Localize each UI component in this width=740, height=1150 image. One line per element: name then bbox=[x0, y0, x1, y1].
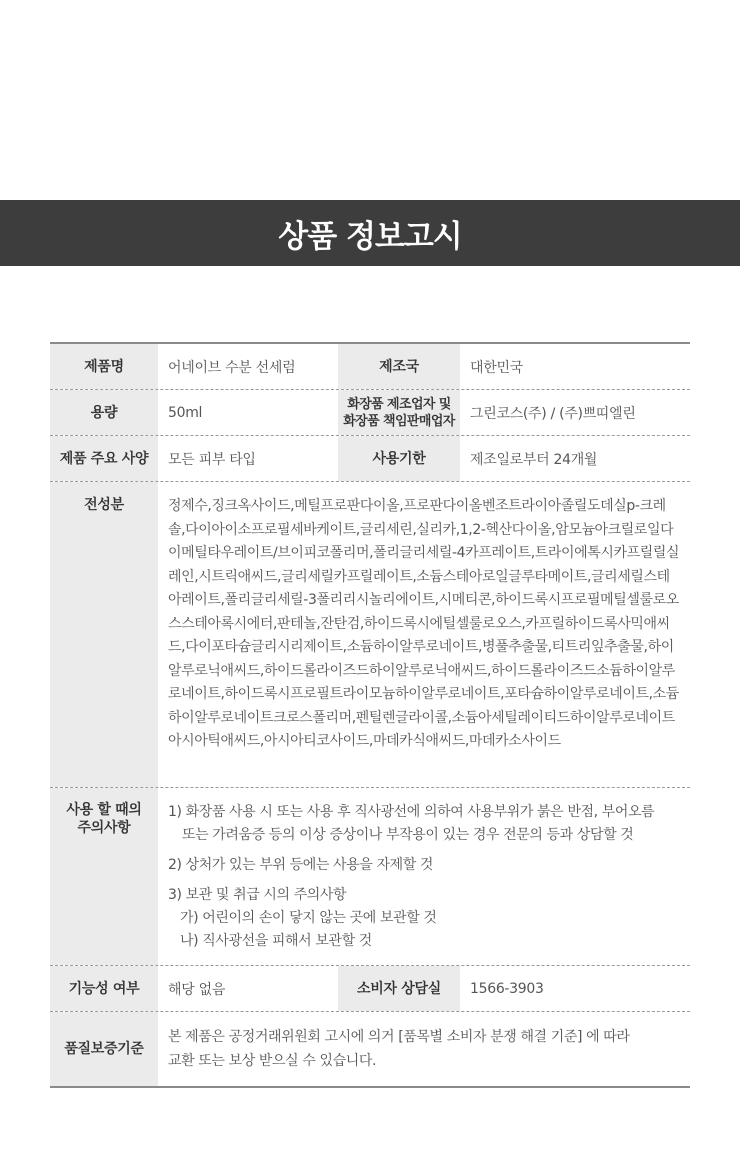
caution-item-3b: 나) 직사광선을 피해서 보관할 것 bbox=[180, 933, 372, 949]
caution-label-line1: 사용 할 때의 bbox=[66, 802, 142, 818]
product-info-table bbox=[50, 342, 690, 1088]
function-value: 해당 없음 bbox=[168, 981, 226, 998]
manufacturer-label-line1: 화장품 제조업자 및 bbox=[347, 396, 451, 412]
consult-label: 소비자 상담실 bbox=[338, 966, 460, 1011]
expiry-label: 사용기한 bbox=[338, 436, 460, 481]
caution-item-1-cont: 또는 가려움증 등의 이상 증상이나 부작용이 있는 경우 전문의 등과 상담할 것 bbox=[182, 827, 634, 843]
manufacturer-label-line2: 화장품 책임판매업자 bbox=[343, 413, 455, 429]
manufacturer-label bbox=[338, 390, 460, 435]
country-value: 대한민국 bbox=[470, 359, 523, 376]
caution-item-2: 2) 상처가 있는 부위 등에는 사용을 자제할 것 bbox=[168, 857, 434, 873]
quality-label: 품질보증기준 bbox=[50, 1012, 158, 1086]
table-row bbox=[50, 344, 690, 390]
caution-item-3: 3) 보관 및 취급 시의 주의사항 bbox=[168, 887, 347, 903]
manufacturer-value: 그린코스(주) / (주)쁘띠엘린 bbox=[470, 405, 636, 422]
caution-label-line2: 주의사항 bbox=[77, 820, 131, 836]
table-row bbox=[50, 788, 690, 966]
caution-list bbox=[158, 788, 690, 965]
caution-item-3a: 가) 어린이의 손이 닿지 않는 곳에 보관할 것 bbox=[180, 910, 437, 926]
table-row bbox=[50, 966, 690, 1012]
quality-value bbox=[158, 1012, 690, 1086]
consult-phone: 1566-3903 bbox=[470, 980, 544, 997]
volume-label: 용량 bbox=[50, 390, 158, 435]
country-label: 제조국 bbox=[338, 344, 460, 389]
caution-item-1: 1) 화장품 사용 시 또는 사용 후 직사광선에 의하여 사용부위가 붉은 반점, 부어오름 bbox=[168, 804, 655, 820]
table-row bbox=[50, 482, 690, 788]
product-name-value: 어네이브 수분 선세럼 bbox=[168, 359, 296, 376]
ingredients-label: 전성분 bbox=[50, 482, 158, 787]
volume-value: 50ml bbox=[168, 404, 203, 421]
table-row bbox=[50, 436, 690, 482]
quality-line2: 교환 또는 보상 받으실 수 있습니다. bbox=[168, 1053, 377, 1069]
function-label: 기능성 여부 bbox=[50, 966, 158, 1011]
spec-value: 모든 피부 타입 bbox=[168, 451, 256, 468]
spec-label: 제품 주요 사양 bbox=[50, 436, 158, 481]
ingredients-value: 정제수,징크옥사이드,메틸프로판다이올,프로판다이올벤조트라이아졸릴도데실p-크레솔,다이아이소프로필세바케이트,글리세린,실리카,1,2-헥산다이올,암모늄아크릴로일다이메틸타우레이트/브이피코폴리머,폴리글리세릴-4카프레이트,트라이에톡시카프릴릴실레인,시트릭애씨드,글리세릴카프릴레이트,소듐스테아로일글루타메이트,글리세릴스테아레이트,폴리글리세릴-3폴리리시놀리에이트,시메티콘,하이드록시프로필메틸셀룰로오스스테아록시에터,판테놀,잔탄검,하이드록시에틸셀룰로오스,카프릴하이드록사믹애씨드,다이포타슘글리시리제이트,소듐하이알루로네이트,병풀추출물,티트리잎추출물,하이알루로닉애씨드,하이드롤라이즈드하이알루로닉애씨드,하이드롤라이즈드소듐하이알루로네이트,하이드록시프로필트라이모늄하이알루로네이트,포타슘하이알루로네이트,소듐하이알루로네이트크로스폴리머,펜틸렌글라이콜,소듐아세틸레이티드하이알루로네이트아시아틱애씨드,아시아티코사이드,마데카식애씨드,마데카소사이드 bbox=[168, 498, 680, 749]
table-row bbox=[50, 390, 690, 436]
product-name-label: 제품명 bbox=[50, 344, 158, 389]
quality-line1: 본 제품은 공정거래위원회 고시에 의거 [품목별 소비자 분쟁 해결 기준] 에 따라 bbox=[168, 1029, 630, 1045]
expiry-value: 제조일로부터 24개월 bbox=[470, 451, 598, 468]
section-title: 상품 정보고시 bbox=[278, 218, 462, 255]
section-banner bbox=[0, 200, 740, 266]
table-row bbox=[50, 1012, 690, 1086]
caution-label bbox=[50, 788, 158, 965]
